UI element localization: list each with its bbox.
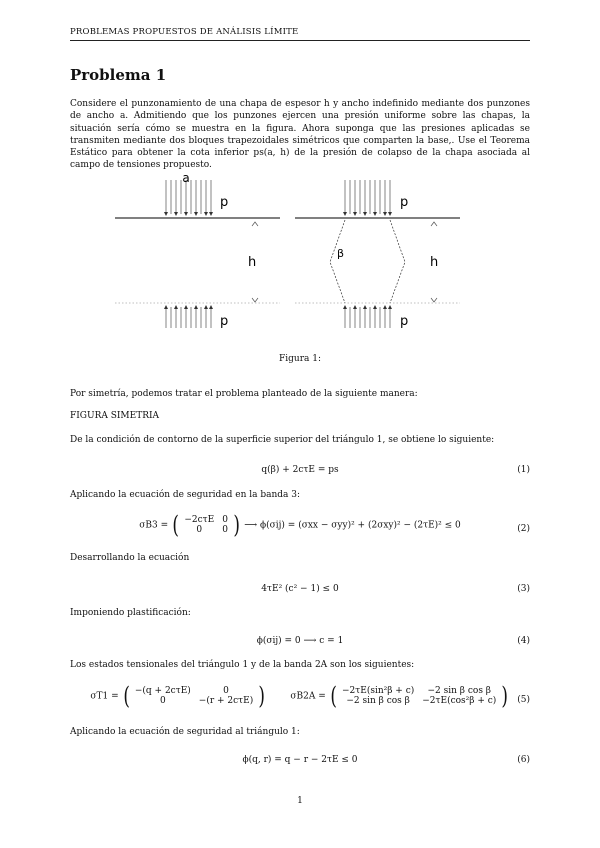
equation-3-number: (3) [517, 584, 530, 594]
equation-3-body: 4τE² (c² − 1) ≤ 0 [261, 584, 339, 594]
symmetry-text: Por simetría, podemos tratar el problema planteado de la siguiente manera: [70, 389, 418, 399]
label-h-left: h [248, 255, 257, 270]
equation-2-matrix: ( −2cτE 0 0 0 ) [172, 511, 240, 539]
equation-4-body: ϕ(σij) = 0 ⟶ c = 1 [256, 636, 344, 646]
problem-title: Problema 1 [70, 66, 167, 84]
states-text: Los estados tensionales del triángulo 1 y de la banda 2A son los siguientes: [70, 660, 415, 670]
label-a: a [182, 171, 190, 185]
right-h-marker-top [431, 222, 437, 226]
equation-2-number: (2) [517, 524, 530, 534]
safety-b3-text: Aplicando la ecuación de seguridad en la banda 3: [70, 490, 301, 500]
boundary-text: De la condición de contorno de la superficie superior del triángulo 1, se obtiene lo siguiente: [70, 435, 495, 445]
label-h-right: h [430, 255, 439, 270]
equation-2-body [70, 513, 530, 537]
equation-5-lhs2: σB2A = [290, 691, 326, 702]
safety-t1-text: Aplicando la ecuación de seguridad al triángulo 1: [70, 727, 300, 737]
equation-2-lhs: σB3 = [139, 520, 169, 531]
equation-5-number: (5) [517, 695, 530, 705]
equation-5-matrix-t1: ( −(q + 2cτE) 0 0 −(r + 2cτE) ) [122, 682, 266, 710]
right-h-marker-bottom [431, 298, 437, 302]
right-top-arrows [345, 180, 390, 214]
equation-6-body: ϕ(q, r) = q − r − 2τE ≤ 0 [242, 755, 358, 765]
equation-4-number: (4) [517, 636, 530, 646]
left-h-marker-top [252, 222, 258, 226]
equation-5-lhs1: σT1 = [90, 691, 119, 702]
label-p-right-bottom: p [400, 314, 409, 329]
equation-1-number: (1) [517, 465, 530, 475]
equation-2 [70, 513, 530, 547]
right-top-arrowheads [343, 212, 392, 216]
left-bottom-arrows [166, 307, 211, 328]
intro-paragraph: Considere el punzonamiento de una chapa de espesor h y ancho indefinido mediante dos punzones de ancho a. Admitiendo que los punzones ejercen una presión uniforme sobre las chapas, la situación sería cómo se muestra en la figura. Ahora suponga que las presiones aplicadas se transmiten mediante dos bloques trapezoidales simétricos que comparten la base,. Use el Teorema Estático para obtener la cota inferior ps(a, h) de la presión de colapso de la chapa asociada al campo de tensiones propuesto. [70, 99, 530, 171]
left-h-marker-bottom [252, 298, 258, 302]
figure-caption: Figura 1: [279, 354, 321, 364]
left-bottom-arrowheads [164, 305, 213, 309]
left-top-arrowheads [164, 212, 213, 216]
equation-5 [70, 684, 530, 718]
right-bottom-arrowheads [343, 305, 392, 309]
figura-simetria: FIGURA SIMETRIA [70, 411, 160, 421]
label-beta: β [337, 247, 345, 260]
right-bottom-arrows [345, 307, 390, 328]
equation-1-body: q(β) + 2cτE = ps [261, 465, 339, 475]
label-p-right-top: p [400, 195, 409, 210]
equation-2-rhs: ⟶ ϕ(σij) = (σxx − σyy)² + (2σxy)² − (2τE)² ≤ 0 [244, 520, 461, 531]
equation-5-body [70, 684, 530, 708]
page-number: 1 [297, 796, 303, 806]
label-p-left-bottom: p [220, 314, 229, 329]
left-top-arrows [166, 180, 211, 214]
equation-6-number: (6) [517, 755, 530, 765]
running-head: PROBLEMAS PROPUESTOS DE ANÁLISIS LÍMITE [70, 27, 530, 41]
developing-text: Desarrollando la ecuación [70, 553, 190, 563]
equation-5-matrix-b2a: ( −2τE(sin²β + c) −2 sin β cos β −2 sin β cos β −2τE(cos²β + c) ) [330, 682, 509, 710]
trapezoid-blocks [330, 220, 405, 303]
label-p-left-top: p [220, 195, 229, 210]
punching-figure [100, 170, 500, 340]
plastification-text: Imponiendo plastificación: [70, 608, 191, 618]
